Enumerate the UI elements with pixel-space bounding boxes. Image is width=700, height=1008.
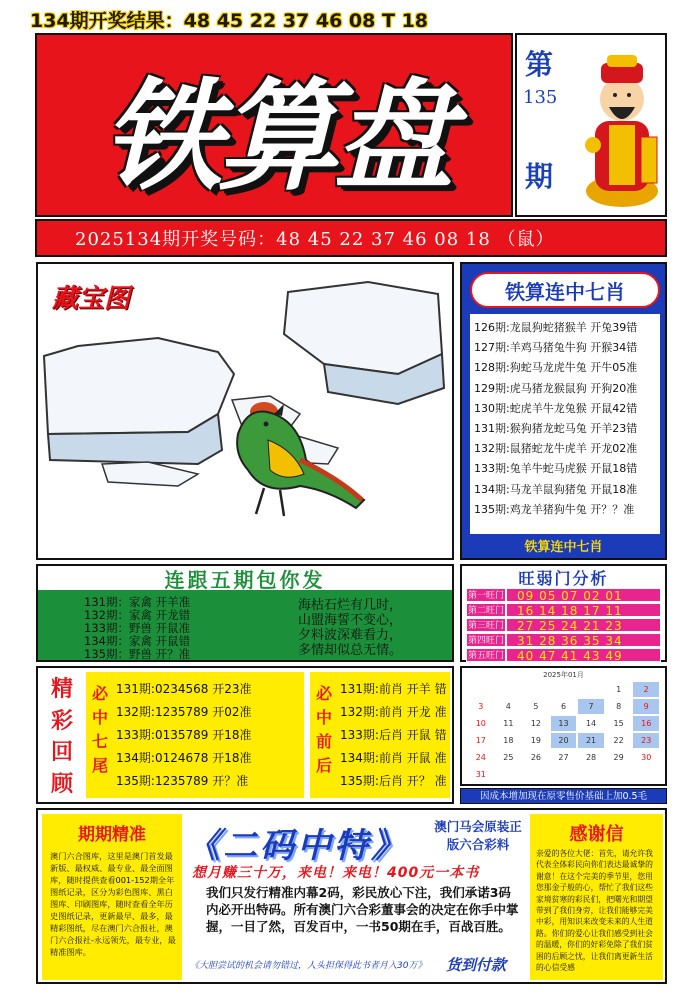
row-label: 第四旺门: [466, 633, 506, 647]
calendar-day: 14: [585, 719, 597, 728]
list-item: 134期：家禽 开鼠错: [84, 634, 191, 648]
calendar-day: 4: [505, 702, 511, 711]
calendar-day: 11: [503, 719, 514, 728]
list-item: 129期:虎马猪龙猴鼠狗 开狗20准: [474, 381, 638, 395]
thanks-letter-title: 感谢信: [569, 824, 624, 845]
table-row: [466, 633, 661, 647]
calendar-day: 28: [585, 753, 597, 762]
list-item: 131期:猴狗猪龙蛇马兔 开羊23错: [474, 421, 638, 435]
price-notice: 因成本增加现在原零售价基础上加0.5毛: [460, 788, 667, 804]
list-item: 134期:0124678 开18准: [116, 751, 252, 765]
list-item: 132期:前肖 开龙 准: [340, 705, 447, 719]
side-char: 精: [50, 676, 73, 703]
thanks-letter-box: [530, 814, 663, 980]
calendar-day: 20: [551, 733, 577, 748]
calendar-day: 22: [613, 736, 624, 745]
calendar-day: 3: [478, 702, 484, 711]
five-period-poem: [298, 598, 448, 658]
calendar-day: 19: [530, 736, 542, 745]
table-row: [466, 588, 661, 602]
issue-prefix: 第: [525, 48, 554, 81]
list-item: 127期:羊鸡马猪兔牛狗 开猴34错: [474, 341, 638, 355]
seven-zodiac-title: 铁算连中七肖: [505, 279, 625, 304]
calendar-day: 26: [530, 753, 542, 762]
calendar-day: 9: [633, 699, 659, 714]
row-numbers: 31 28 36 35 34: [506, 633, 661, 647]
masthead-title: 铁算盘: [102, 68, 450, 207]
calendar-day: [496, 682, 522, 697]
treasure-map-panel: [36, 262, 454, 560]
fortune-god-icon: [579, 41, 665, 213]
seven-tail-tag: 必中七尾: [92, 684, 109, 775]
calendar-day: 27: [558, 753, 569, 762]
promo-line: 想月赚三十万，来电！来电！400元一本书: [192, 865, 480, 881]
seven-tail-box: [86, 672, 304, 798]
list-item: 128期:狗蛇马龙虎牛兔 开牛05准: [474, 361, 638, 375]
review-panel: [36, 666, 454, 804]
poem-line: 多情却似总无情。: [298, 643, 403, 658]
door-analysis-title: 旺弱门分析: [518, 569, 609, 588]
list-item: 132期：家禽 开龙错: [84, 608, 191, 622]
bottom-section: [36, 808, 667, 984]
calendar-day: 12: [530, 719, 542, 728]
masthead: [35, 33, 513, 217]
calendar-day: 5: [533, 702, 539, 711]
cash-on-delivery-tag: 货到付款: [446, 956, 507, 974]
list-item: 131期:0234568 开23准: [116, 682, 252, 696]
seven-zodiac-list: [470, 314, 660, 534]
accuracy-text: 澳门六合图库，这里是澳门首发最新版、最权威、最专业、最全面图库，随时提供查看001-152期全年图纸记录，区分为彩色图库、黑白图库、印刷图库，随时查看全年历史图纸记录，更新最早、最多，最精彩图纸，尽在澳门六合报社，澳门六合报社-永远领先，最专业，最精准图库。: [50, 851, 176, 957]
treasure-map-title: 藏宝图: [52, 284, 131, 314]
calendar-day: [468, 682, 494, 697]
front-back-list: [340, 678, 447, 793]
side-char: 顾: [50, 770, 73, 797]
table-row: [466, 603, 661, 617]
five-period-list: [84, 596, 274, 661]
draw-numbers-line: 2025134期开奖号码：48 45 22 37 46 08 18 （鼠）: [35, 219, 667, 257]
calendar-day: 31: [475, 770, 486, 779]
calendar-day: 15: [613, 719, 624, 728]
calendar-day: 13: [551, 716, 577, 731]
seven-zodiac-panel: [460, 262, 667, 560]
door-analysis-panel: [460, 564, 667, 662]
list-item: 133期:0135789 开18准: [116, 728, 252, 742]
issue-suffix: 期: [525, 160, 554, 193]
list-item: 135期：野兽 开？准: [84, 647, 191, 661]
calendar-day: 1: [616, 685, 622, 694]
bird-illustration: [38, 264, 452, 558]
calendar-day: 16: [633, 716, 659, 731]
calendar-day: [523, 682, 549, 697]
row-numbers: 40 47 41 43 49: [506, 648, 661, 662]
seven-tail-list: [116, 678, 251, 793]
poem-line: 夕料波深难看力，: [298, 628, 403, 643]
poem-line: 山盟海誓不变心，: [298, 613, 403, 628]
two-code-box: [186, 814, 526, 980]
table-row: [466, 618, 661, 632]
list-item: 131期:前肖 开羊 错: [340, 682, 447, 696]
seven-zodiac-footer: 铁算连中七肖: [524, 540, 603, 555]
calendar-day: 21: [578, 733, 604, 748]
calendar-day: 7: [578, 699, 604, 714]
calendar-day: 17: [475, 736, 486, 745]
list-item: 135期:后肖 开？ 准: [340, 774, 447, 788]
calendar-grid: [468, 682, 659, 782]
list-item: 131期：家禽 开羊准: [84, 595, 191, 609]
poem-line: 海枯石烂有几时，: [298, 598, 403, 613]
calendar-day: 23: [633, 733, 659, 748]
list-item: 133期：野兽 开鼠准: [84, 621, 191, 635]
table-row: [466, 648, 661, 662]
seven-zodiac-title-wrap: [470, 272, 660, 308]
calendar: [460, 666, 667, 786]
calendar-day: 18: [503, 736, 514, 745]
side-char: 回: [50, 739, 73, 766]
list-item: 135期:1235789 开？准: [116, 774, 249, 788]
calendar-day: 8: [616, 702, 622, 711]
list-item: 134期:前肖 开鼠 准: [340, 751, 447, 765]
list-item: 132期:鼠猪蛇龙牛虎羊 开龙02准: [474, 442, 638, 456]
row-numbers: 09 05 07 02 01: [506, 588, 661, 602]
list-item: 133期:兔羊牛蛇马虎猴 开鼠18错: [474, 462, 638, 476]
front-back-tag: 必中前后: [316, 684, 333, 775]
list-item: 134期:马龙羊鼠狗猪兔 开鼠18准: [474, 482, 638, 496]
front-back-box: [310, 672, 450, 798]
list-item: 133期:后肖 开鼠 错: [340, 728, 447, 742]
thanks-letter-text: 亲爱的各位大佬：首先，请允许我代表全体彩民向你们表达最诚挚的谢意！在这个完美的季节里，您用您那金子般的心，帮忙了我们这些家境贫寒的彩民们，把曙光和期望带到了我们身旁，让我们能够完美中彩，用知识来改变未来的人生道路。你们的爱心让我们感受到社会的温暖，你们的好彩免除了我们贫困的后顾之忧，让我们离更新生活的心信受感: [536, 849, 653, 973]
calendar-day: 25: [503, 753, 514, 762]
five-period-title: 连跟五期包你发: [38, 566, 452, 590]
accuracy-title: 期期精准: [78, 825, 146, 845]
calendar-day: [496, 767, 522, 782]
calendar-day: [578, 682, 604, 697]
calendar-day: 24: [475, 753, 486, 762]
review-side-title: [42, 672, 82, 798]
promo-footnote: 《大胆尝试的机会请勿错过，人头担保得此书者月入30万》: [190, 961, 427, 971]
list-item: 126期:龙鼠狗蛇猪猴羊 开兔39错: [474, 321, 638, 334]
calendar-day: 29: [613, 753, 624, 762]
list-item: 135期:鸡龙羊猪狗牛兔 开？？准: [474, 502, 635, 516]
row-label: 第一旺门: [466, 588, 506, 602]
calendar-day: [551, 682, 577, 697]
promo-body: 我们只发行精准内幕2码，彩民放心下注，我们承诺3码内必开出特码。所有澳门六合彩董事会的决定在你手中掌握，一目了然，百发百中，一书50期在手，百战百胜。: [206, 885, 519, 934]
issue-number: 135: [523, 87, 558, 108]
row-numbers: 27 25 24 21 23: [506, 618, 661, 632]
list-item: 130期:蛇虎羊牛龙兔猴 开鼠42错: [474, 401, 638, 415]
five-period-panel: [36, 564, 454, 662]
calendar-day: 2: [633, 682, 659, 697]
calendar-title: 2025年01月: [543, 671, 584, 679]
row-label: 第二旺门: [466, 603, 506, 617]
accuracy-box: [42, 814, 182, 980]
calendar-day: 6: [560, 702, 567, 711]
row-label: 第三旺门: [466, 618, 506, 632]
row-label: 第五旺门: [466, 648, 506, 662]
calendar-day: 30: [641, 753, 652, 762]
list-item: 132期:1235789 开02准: [116, 705, 252, 719]
row-numbers: 16 14 18 17 11: [506, 603, 661, 617]
issue-box: [515, 33, 667, 217]
latest-result-banner: 134期开奖结果：48 45 22 37 46 08 T 18: [30, 10, 429, 32]
side-char: 彩: [50, 707, 73, 734]
two-code-title: 《二码中特》: [186, 826, 408, 866]
calendar-day: 10: [475, 719, 486, 728]
original-tag: 澳门马会原装正版六合彩料: [434, 819, 522, 852]
